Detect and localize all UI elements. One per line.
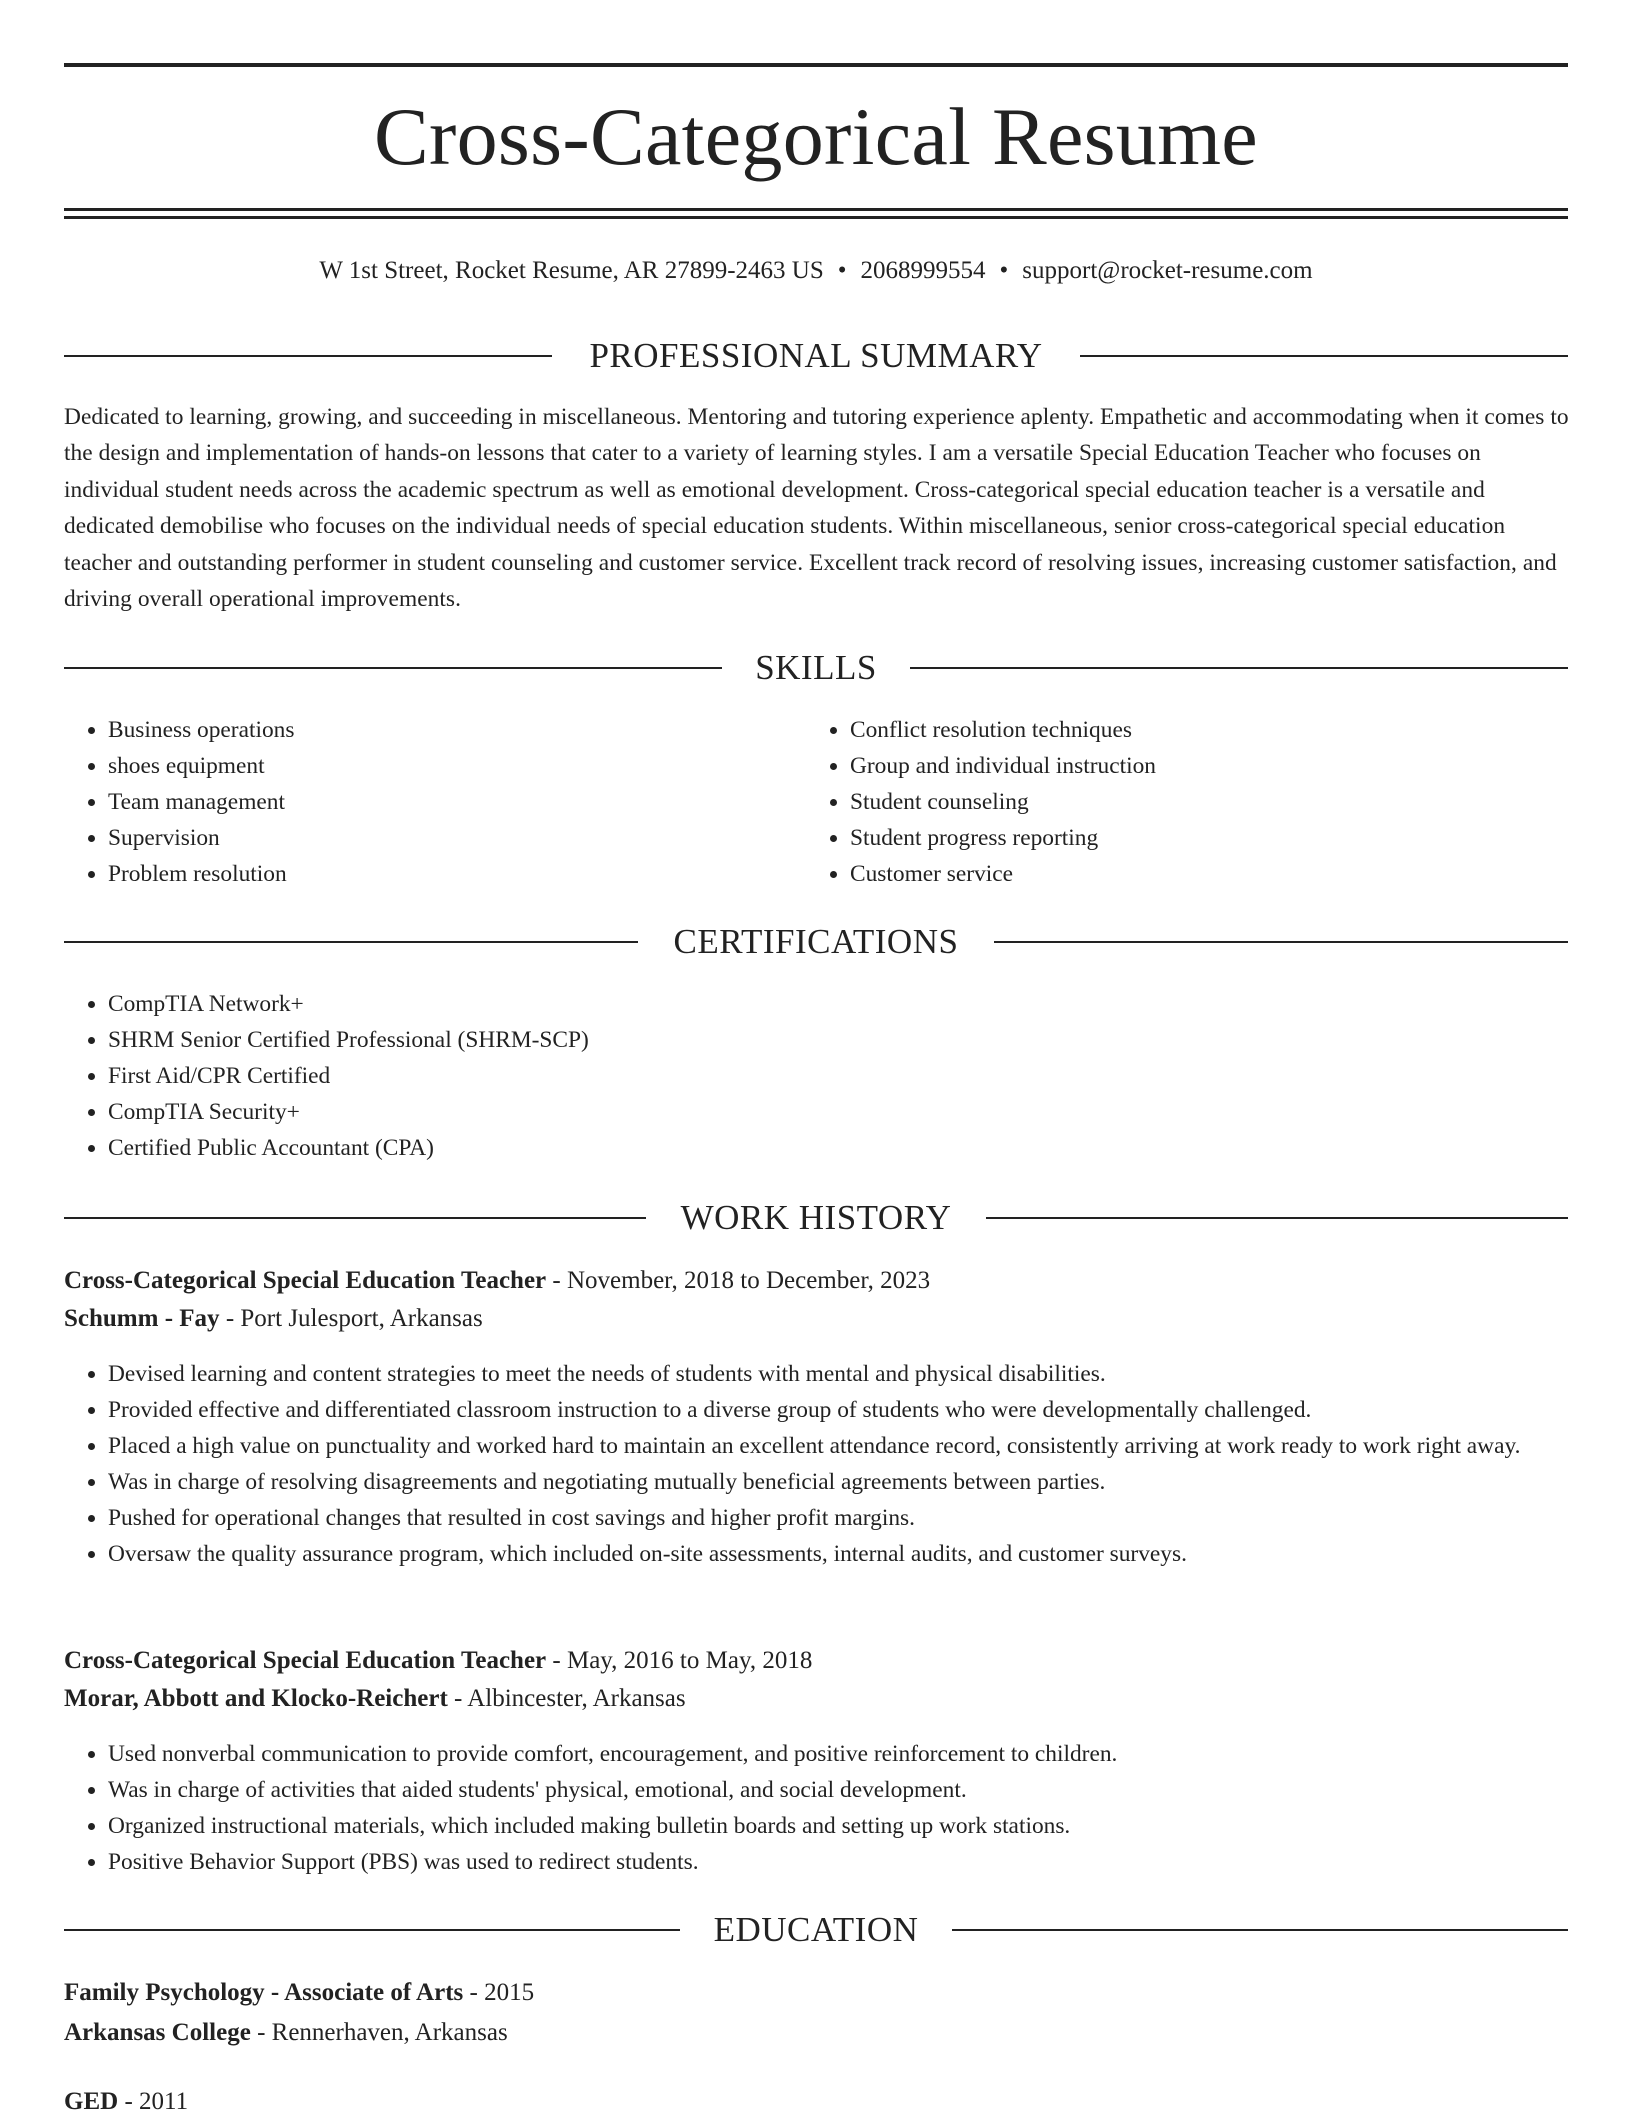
job-location: - Albincester, Arkansas [447,1685,686,1712]
job-bullets [64,1356,1614,1572]
section-header-skills [64,645,1568,691]
skill-item: • shoes equipment [108,748,808,784]
job-bullet: • Pushed for operational changes that resulted in cost savings and higher profit margins. [108,1500,1614,1536]
section-header-education [64,1907,1568,1953]
certification-item: • First Aid/CPR Certified [108,1058,1568,1094]
job-title: Cross-Categorical Special Education Teacher [64,1267,547,1294]
section-title: WORK HISTORY [680,1198,952,1237]
skills-list-left [64,712,808,892]
section-title: EDUCATION [713,1910,919,1949]
education-degree-line [64,2084,188,2120]
section-header-work-history [64,1195,1568,1241]
contact-email: support@rocket-resume.com [1022,257,1313,284]
education-degree-line [64,1975,534,2011]
certification-item: • Certified Public Accountant (CPA) [108,1130,1568,1166]
education-school: Arkansas College [64,2019,251,2046]
education-degree: Family Psychology - Associate of Arts [64,1979,464,2006]
job-title-line [64,1643,812,1679]
job-bullet: • Provided effective and differentiated classroom instruction to a diverse group of students who were developmentally challenged. [108,1392,1614,1428]
job-employer: Morar, Abbott and Klocko-Reichert [64,1685,448,1712]
contact-line [0,254,1632,288]
skill-item: • Student counseling [850,784,1550,820]
job-dates: - May, 2016 to May, 2018 [546,1647,813,1674]
skill-item: • Supervision [108,820,808,856]
job-bullet: • Oversaw the quality assurance program, which included on-site assessments, internal audits, and customer surveys. [108,1536,1614,1572]
section-title: CERTIFICATIONS [673,922,959,961]
contact-separator: • [837,257,847,284]
skill-item: • Conflict resolution techniques [850,712,1550,748]
skills-list-right [806,712,1550,892]
job-dates: - November, 2018 to December, 2023 [546,1267,931,1294]
job-bullet: • Devised learning and content strategies to meet the needs of students with mental and physical disabilities. [108,1356,1614,1392]
job-location: - Port Julesport, Arkansas [219,1305,483,1332]
job-bullet: • Used nonverbal communication to provide comfort, encouragement, and positive reinforcement to children. [108,1736,1614,1772]
education-year: - 2011 [118,2088,189,2115]
certifications-list [64,986,1568,1166]
skill-item: • Team management [108,784,808,820]
section-header-summary [64,333,1568,379]
section-title: SKILLS [755,648,877,687]
skill-item: • Problem resolution [108,856,808,892]
summary-text: Dedicated to learning, growing, and succeeding in miscellaneous. Mentoring and tutoring experience aplenty. Empathetic and accommodating when it comes to the design and implementation of hands-on lessons that cater to a variety of learning styles. I am a versatile Special Education Teacher who focuses on individual student needs across the academic spectrum as well as emotional development. Cross-categorical special education teacher is a versatile and dedicated demobilise who focuses on the individual needs of special education students. Within miscellaneous, senior cross-categorical special education teacher and outstanding performer in student counseling and customer service. Excellent track record of resolving issues, increasing customer satisfaction, and driving overall operational improvements. [64,404,1569,613]
certification-item: • CompTIA Security+ [108,1094,1568,1130]
job-employer-line [64,1681,686,1717]
resume-name: Cross-Categorical Resume [374,91,1258,182]
contact-phone: 2068999554 [860,257,986,284]
certification-item: • SHRM Senior Certified Professional (SHRM-SCP) [108,1022,1568,1058]
contact-separator: • [999,257,1009,284]
skill-item: • Group and individual instruction [850,748,1550,784]
education-location: - Rennerhaven, Arkansas [250,2019,508,2046]
skill-item: • Customer service [850,856,1550,892]
job-bullets [64,1736,1614,1880]
header-double-rule-top [64,208,1568,211]
education-school-line [64,2015,508,2051]
header-top-rule [64,63,1568,67]
header-double-rule-bottom [64,216,1568,219]
job-employer-line [64,1301,483,1337]
section-title: PROFESSIONAL SUMMARY [589,336,1043,375]
skill-item: • Business operations [108,712,808,748]
job-bullet: • Positive Behavior Support (PBS) was used to redirect students. [108,1844,1614,1880]
section-header-certifications [64,919,1568,965]
job-title: Cross-Categorical Special Education Teacher [64,1647,547,1674]
job-bullet: • Was in charge of activities that aided students' physical, emotional, and social development. [108,1772,1614,1808]
education-degree: GED [64,2088,119,2115]
job-bullet: • Placed a high value on punctuality and worked hard to maintain an excellent attendance record, consistently arriving at work ready to work right away. [108,1428,1614,1464]
job-employer: Schumm - Fay [64,1305,220,1332]
job-bullet: • Organized instructional materials, which included making bulletin boards and setting up work stations. [108,1808,1614,1844]
job-bullet: • Was in charge of resolving disagreements and negotiating mutually beneficial agreements between parties. [108,1464,1614,1500]
education-year: - 2015 [463,1979,535,2006]
contact-address: W 1st Street, Rocket Resume, AR 27899-2463 US [319,257,824,284]
certification-item: • CompTIA Network+ [108,986,1568,1022]
job-title-line [64,1263,930,1299]
skill-item: • Student progress reporting [850,820,1550,856]
